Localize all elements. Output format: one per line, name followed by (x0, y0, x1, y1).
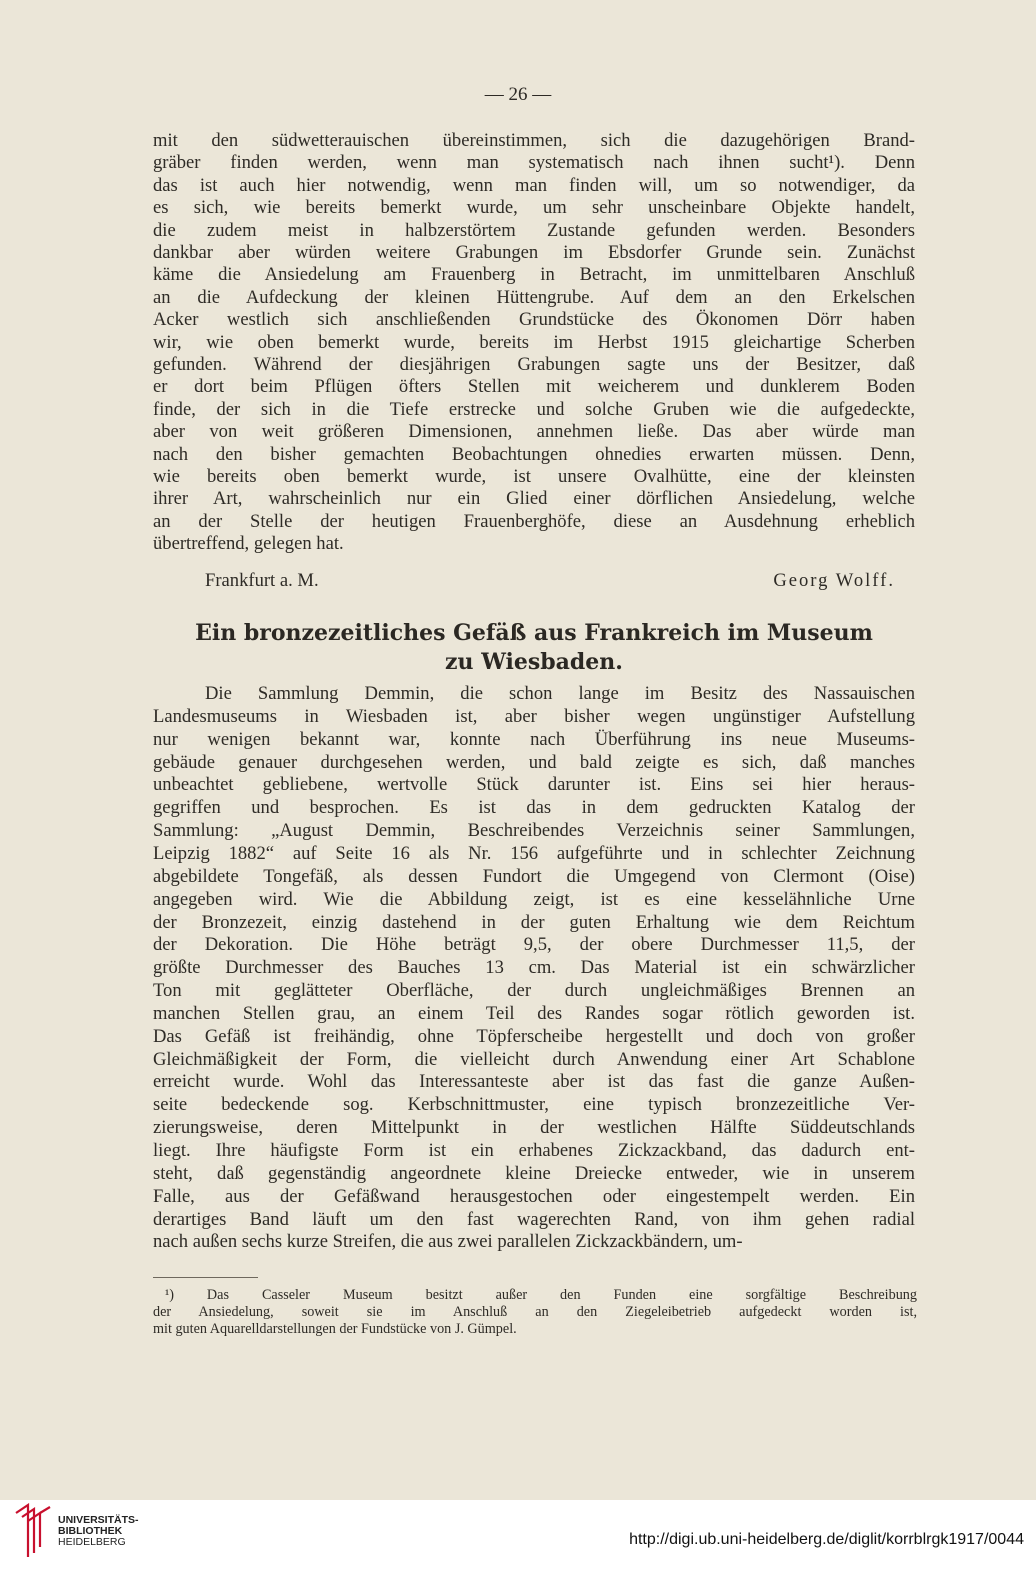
text-line: nur wenigen bekannt war, konnte nach Überführung ins neue Museums- (153, 728, 915, 750)
footnote-rule (153, 1277, 258, 1278)
footnote-line: mit guten Aquarelldarstellungen der Fundstücke von J. Gümpel. (153, 1321, 517, 1337)
text-line: seite bedeckende sog. Kerbschnittmuster, eine typisch bronzezeitliche Ver- (153, 1094, 915, 1116)
text-line: abgebildete Tongefäß, als dessen Fundort die Umgegend von Clermont (Oise) (153, 865, 915, 887)
text-line: Landesmuseums in Wiesbaden ist, aber bisher wegen ungünstiger Aufstellung (153, 705, 915, 727)
article-title-line-1: Ein bronzezeitliches Gefäß aus Frankreich im Museum (195, 620, 873, 646)
text-line: käme die Ansiedelung am Frauenberg in Betracht, im unmittelbaren Anschluß (153, 264, 915, 286)
text-line: das ist auch hier notwendig, wenn man finden will, um so notwendiger, da (153, 174, 915, 196)
text-line: gegriffen und besprochen. Es ist das in dem gedruckten Katalog der (153, 797, 915, 819)
signature-line (205, 570, 895, 592)
source-url-link[interactable]: http://digi.ub.uni-heidelberg.de/diglit/korrblrgk1917/0044 (629, 1531, 1024, 1548)
text-line: die zudem meist in halbzerstörtem Zustande gefunden werden. Besonders (153, 219, 915, 241)
text-line: wir, wie oben bemerkt wurde, bereits im Herbst 1915 gleichartige Scherben (153, 331, 915, 353)
text-line: Acker westlich sich anschließenden Grundstücke des Ökonomen Dörr haben (153, 309, 915, 331)
library-name-line-2: BIBLIOTHEK (58, 1525, 123, 1537)
text-line: Gleichmäßigkeit der Form, die vielleicht durch Anwendung einer Art Schablone (153, 1048, 915, 1070)
text-line: liegt. Ihre häufigste Form ist ein erhabenes Zickzackband, das dadurch ent- (153, 1140, 915, 1161)
text-line: Die Sammlung Demmin, die schon lange im Besitz des Nassauischen (205, 683, 915, 704)
text-line: nach außen sechs kurze Streifen, die aus zwei parallelen Zickzackbändern, um- (153, 1231, 743, 1253)
signature-author: Georg Wolff. (773, 570, 895, 591)
text-line: gräber finden werden, wenn man systematisch nach ihnen sucht¹). Denn (153, 152, 915, 174)
footnote-line: der Ansiedelung, soweit sie im Anschluß an den Ziegeleibetrieb aufgedeckt worden ist, (153, 1304, 917, 1320)
text-line: aber von weit größeren Dimensionen, annehmen ließe. Das aber würde man (153, 421, 915, 443)
text-line: Falle, aus der Gefäßwand herausgestochen oder eingestempelt werden. Ein (153, 1185, 915, 1207)
text-line: gebäude genauer durchgesehen werden, und bald zeigte es sich, daß manches (153, 751, 915, 773)
library-name-line-1: UNIVERSITÄTS- (58, 1514, 139, 1526)
text-line: wie bereits oben bemerkt wurde, ist unsere Ovalhütte, eine der kleinsten (153, 466, 915, 487)
signature-place: Frankfurt a. M. (205, 570, 319, 591)
page-number: — 26 — (484, 84, 552, 105)
text-line: nach den bisher gemachten Beobachtungen ohnedies erwarten müssen. Denn, (153, 443, 915, 465)
text-line: gefunden. Während der diesjährigen Grabungen sagte uns der Besitzer, daß (153, 354, 915, 375)
text-line: derartiges Band läuft um den fast wagerechten Rand, von ihm gehen radial (153, 1208, 915, 1230)
text-line: übertreffend, gelegen hat. (153, 533, 344, 555)
text-line: er dort beim Pflügen öfters Stellen mit weicherem und dunklerem Boden (153, 376, 915, 398)
text-line: dankbar aber würden weitere Grabungen im Ebsdorfer Grunde sein. Zunächst (153, 242, 915, 263)
text-line: angegeben wird. Wie die Abbildung zeigt, ist es eine kesselähnliche Urne (153, 888, 915, 910)
text-line: an die Aufdeckung der kleinen Hüttengrube. Auf dem an den Erkelschen (153, 286, 915, 308)
text-line: steht, daß gegenständig angeordnete kleine Dreiecke entweder, wie in unserem (153, 1162, 915, 1184)
text-line: an der Stelle der heutigen Frauenberghöfe, diese an Ausdehnung erheblich (153, 510, 915, 532)
text-line: ihrer Art, wahrscheinlich nur ein Glied einer dörflichen Ansiedelung, welche (153, 488, 915, 510)
library-name-line-3: HEIDELBERG (58, 1536, 126, 1548)
text-line: zierungsweise, deren Mittelpunkt in der westlichen Hälfte Süddeutschlands (153, 1117, 915, 1139)
footnote-line: ¹) Das Casseler Museum besitzt außer den Funden eine sorgfältige Beschreibung (165, 1287, 917, 1303)
text-line: Ton mit geglätteter Oberfläche, der durch ungleichmäßiges Brennen an (153, 980, 915, 1002)
university-library-logo-icon (12, 1503, 54, 1561)
text-line: erreicht wurde. Wohl das Interessanteste aber ist das fast die ganze Außen- (153, 1071, 915, 1093)
text-line: mit den südwetterauischen übereinstimmen, sich die dazugehörigen Brand- (153, 130, 915, 151)
text-line: manchen Stellen grau, an einem Teil des Randes sogar rötlich geworden ist. (153, 1002, 915, 1024)
text-line: Sammlung: „August Demmin, Beschreibendes Verzeichnis seiner Sammlungen, (153, 820, 915, 842)
article-title-line-2: zu Wiesbaden. (445, 649, 623, 675)
text-line: der Bronzezeit, einzig dastehend in der guten Erhaltung wie dem Reichtum (153, 911, 915, 933)
text-line: Leipzig 1882“ auf Seite 16 als Nr. 156 aufgeführte und in schlechter Zeichnung (153, 842, 915, 864)
library-name (58, 1515, 139, 1548)
text-line: finde, der sich in die Tiefe erstrecke und solche Gruben wie die aufgedeckte, (153, 398, 915, 420)
text-line: größte Durchmesser des Bauches 13 cm. Das Material ist ein schwärzlicher (153, 957, 915, 979)
text-line: der Dekoration. Die Höhe beträgt 9,5, der obere Durchmesser 11,5, der (153, 934, 915, 956)
text-line: Das Gefäß ist freihändig, ohne Töpferscheibe hergestellt und doch von großer (153, 1025, 915, 1047)
text-line: es sich, wie bereits bemerkt wurde, um sehr unscheinbare Objekte handelt, (153, 197, 915, 219)
text-line: unbeachtet gebliebene, wertvolle Stück darunter ist. Eins sei hier heraus- (153, 774, 915, 796)
